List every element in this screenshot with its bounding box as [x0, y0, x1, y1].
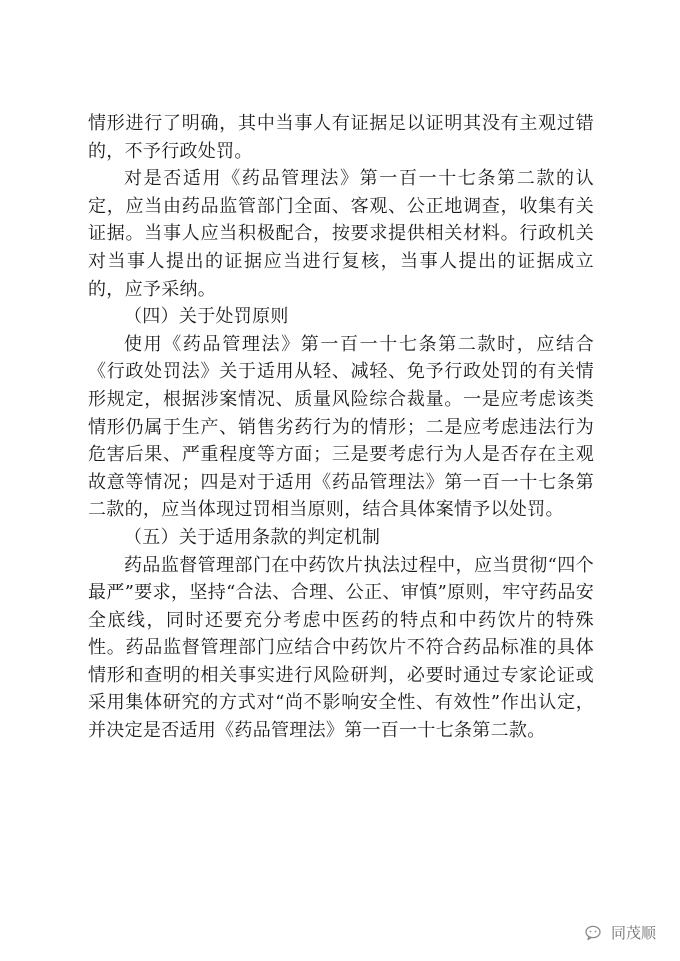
wechat-icon	[585, 925, 605, 941]
section-heading-penalty-principle: （四）关于处罚原则	[124, 306, 289, 328]
paragraph-judgment-mechanism: 药品监督管理部门在中药饮片执法过程中，应当贯彻“四个最严”要求，坚持“合法、合理、公正、审慎”原则，牢守药品安全底线，同时还要充分考虑中医药的特点和中药饮片的特殊性。药品监督管理部门应结合中药饮片不符合药品标准的具体情形和查明的相关事实进行风险研判，必要时通过专家论证或采用集体研究的方式对“尚不影响安全性、有效性”作出认定，并决定是否适用《药品管理法》第一百一十七条第二款。	[88, 554, 594, 742]
wechat-watermark	[585, 922, 656, 943]
watermark-label: 同茂顺	[610, 924, 656, 942]
paragraph-continuation: 情形进行了明确，其中当事人有证据足以证明其没有主观过错的，不予行政处罚。	[88, 113, 594, 162]
paragraph-penalty-principle: 使用《药品管理法》第一百一十七条第二款时，应结合《行政处罚法》关于适用从轻、减轻、免予行政处罚的有关情形规定，根据涉案情况、质量风险综合裁量。一是应考虑该类情形仍属于生产、销售劣药行为的情形；二是应考虑违法行为危害后果、严重程度等方面；三是要考虑行为人是否存在主观故意等情况；四是对于适用《药品管理法》第一百一十七条第二款的，应当体现过罚相当原则，结合具体案情予以处罚。	[88, 333, 594, 521]
section-heading-judgment-mechanism: （五）关于适用条款的判定机制	[124, 526, 381, 548]
document-page	[88, 110, 594, 745]
paragraph-evidence-determination: 对是否适用《药品管理法》第一百一十七条第二款的认定，应当由药品监管部门全面、客观、公正地调查，收集有关证据。当事人应当积极配合，按要求提供相关材料。行政机关对当事人提出的证据应当进行复核，当事人提出的证据成立的，应予采纳。	[88, 168, 594, 300]
